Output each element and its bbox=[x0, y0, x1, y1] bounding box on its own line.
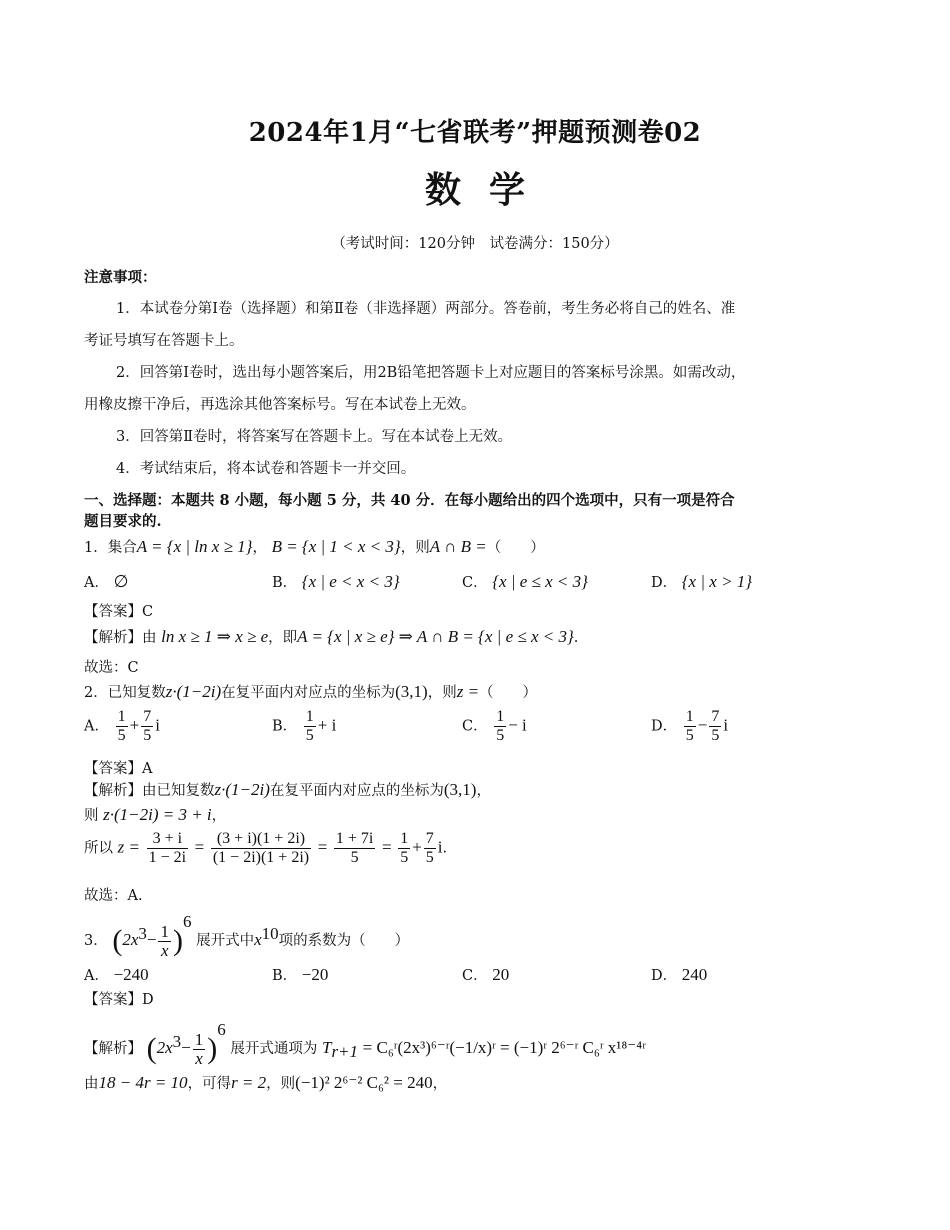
q3-line2-b: ，可得 bbox=[187, 1076, 232, 1092]
q1-stem bbox=[84, 536, 545, 557]
section-heading-line-1: 一、选择题：本题共 8 小题，每小题 5 分，共 40 分．在每小题给出的四个选项中，只有一项是符合 bbox=[84, 492, 735, 509]
note-3: 3．回答第Ⅱ卷时，将答案写在答题卡上。写在本试卷上无效。 bbox=[116, 429, 513, 445]
q2-comma: ， bbox=[211, 808, 227, 824]
minus-sign: − bbox=[181, 1038, 191, 1057]
q2-option-d-frac-1 bbox=[684, 708, 696, 745]
q1-option-b bbox=[272, 571, 400, 592]
denominator: 1 − 2i bbox=[148, 849, 187, 866]
q3-option-b-label: B． bbox=[272, 968, 298, 984]
q1-suffix: ，则 bbox=[400, 540, 430, 556]
q3-mid: 展开式中 bbox=[196, 933, 255, 949]
q3-option-c-label: C． bbox=[462, 968, 488, 984]
q1-analysis bbox=[84, 626, 578, 647]
q1-option-c bbox=[462, 571, 588, 592]
numerator: 1 bbox=[194, 1029, 204, 1049]
q1-option-c-label: C． bbox=[462, 575, 488, 591]
minus-sign: − bbox=[146, 930, 157, 949]
q3-x-exp: 10 bbox=[261, 924, 279, 944]
note-2-line-1: 2．回答第Ⅰ卷时，选出每小题答案后，用2B铅笔把答题卡上对应题目的答案标号涂黑。如需改动， bbox=[116, 365, 746, 381]
right-paren: ) bbox=[207, 1032, 218, 1065]
note-1-line-1: 1．本试卷分第Ⅰ卷（选择题）和第Ⅱ卷（非选择题）两部分。答卷前，考生务必将自己的姓名、准 bbox=[116, 301, 736, 317]
q3-line2-val: (−1)² 2⁶⁻² C₆² = 240 bbox=[295, 1073, 433, 1092]
q2-then: 则 bbox=[84, 808, 99, 824]
q3-x: x bbox=[254, 930, 262, 949]
minus-i: − i bbox=[508, 715, 527, 735]
q3-analysis-2 bbox=[84, 1072, 447, 1093]
period: . bbox=[442, 840, 448, 857]
q3-option-d-label: D． bbox=[651, 968, 678, 984]
q2-frac-1 bbox=[147, 830, 188, 867]
numerator: 1 bbox=[160, 921, 169, 941]
q1-analysis-label: 【解析】由 bbox=[84, 630, 157, 646]
q2-prefix: 2．已知复数 bbox=[84, 685, 166, 701]
q3-option-a bbox=[84, 964, 149, 985]
denominator: 5 bbox=[685, 727, 694, 744]
q2-eq1: z·(1−2i) = 3 + i bbox=[103, 805, 212, 824]
q3-stem bbox=[84, 912, 409, 960]
q3-cube: 3 bbox=[172, 1032, 182, 1052]
q3-power: 6 bbox=[182, 912, 192, 931]
q2-answer: 【答案】A bbox=[84, 761, 153, 777]
numerator: 7 bbox=[711, 708, 720, 725]
q3-frac bbox=[193, 1031, 206, 1068]
q2-frac-5 bbox=[424, 830, 436, 867]
q1-ask: A ∩ B = bbox=[429, 537, 487, 556]
q3-line2-eq: 18 − 4r = 10 bbox=[98, 1073, 188, 1092]
q3-frac bbox=[158, 923, 171, 960]
q3-analysis-label: 【解析】 bbox=[84, 1041, 142, 1057]
q2-option-a bbox=[84, 708, 160, 745]
q1-option-c-value: {x | e ≤ x < 3} bbox=[492, 572, 588, 591]
numerator: 1 bbox=[685, 708, 694, 725]
q2-analysis-2 bbox=[84, 804, 226, 825]
q1-option-d-value: {x | x > 1} bbox=[681, 572, 753, 591]
imag-unit: i bbox=[155, 715, 160, 735]
q1-set-a: A = {x | ln x ≥ 1} bbox=[136, 537, 253, 556]
q1-answer: 【答案】C bbox=[84, 604, 154, 620]
subject-title: 数学 bbox=[424, 169, 553, 211]
q2-stem bbox=[84, 681, 537, 702]
q2-frac-4 bbox=[398, 830, 410, 867]
q2-option-d-frac-2 bbox=[709, 708, 721, 745]
q3-power: 6 bbox=[217, 1020, 226, 1039]
q2-option-b-frac bbox=[304, 708, 316, 745]
denominator: 5 bbox=[711, 727, 720, 744]
q1-analysis-end: . bbox=[573, 630, 579, 646]
equals: = bbox=[194, 837, 205, 857]
q2-analysis-end: ， bbox=[476, 783, 491, 799]
numerator: 3 + i bbox=[147, 830, 188, 849]
numerator: 1 bbox=[305, 708, 314, 725]
q3-t: T bbox=[321, 1038, 332, 1057]
numerator: (3 + i)(1 + 2i) bbox=[211, 830, 311, 849]
q2-expr: z·(1−2i) bbox=[165, 682, 222, 701]
imag-unit: i bbox=[437, 837, 443, 857]
q3-general-term: = C₆ʳ(2x³)⁶⁻ʳ(−1/x)ʳ = (−1)ʳ 2⁶⁻ʳ C₆ʳ x¹⁸⁻⁴ʳ bbox=[362, 1038, 646, 1057]
denominator: 5 bbox=[400, 849, 409, 866]
q2-option-c-label: C． bbox=[462, 718, 488, 735]
q3-option-c-value: 20 bbox=[492, 965, 510, 984]
q3-line2-c: ，则 bbox=[266, 1076, 296, 1092]
left-paren: ( bbox=[112, 924, 123, 957]
note-1-line-2: 考证号填写在答题卡上。 bbox=[84, 333, 244, 349]
q3-option-a-value: −240 bbox=[113, 965, 149, 984]
q3-option-a-label: A． bbox=[84, 968, 109, 984]
q2-analysis-1 bbox=[84, 779, 491, 800]
q2-option-b-label: B． bbox=[272, 718, 298, 735]
q1-analysis-connector: ，即 bbox=[268, 630, 298, 646]
q2-option-d-label: D． bbox=[651, 718, 678, 735]
q2-ask: z = bbox=[456, 682, 480, 701]
q2-option-a-frac-1 bbox=[116, 708, 128, 745]
q3-answer: 【答案】D bbox=[84, 992, 154, 1008]
q3-suffix: 项的系数为（ ） bbox=[278, 933, 410, 949]
section-heading-line-2: 题目要求的. bbox=[84, 513, 162, 530]
numerator: 1 bbox=[117, 708, 126, 725]
q3-cube: 3 bbox=[138, 924, 147, 944]
q3-option-c bbox=[462, 964, 509, 985]
plus-sign: + bbox=[129, 715, 140, 735]
q2-paren: （ ） bbox=[479, 685, 538, 701]
q2-option-a-frac-2 bbox=[141, 708, 153, 745]
q3-analysis-1 bbox=[84, 1020, 646, 1068]
q2-analysis-text: 在复平面内对应点的坐标为 bbox=[269, 783, 444, 799]
exam-info: （考试时间：120分钟 试卷满分：150分） bbox=[331, 236, 619, 252]
left-paren: ( bbox=[146, 1032, 157, 1065]
numerator: 7 bbox=[143, 708, 152, 725]
q1-option-d bbox=[651, 571, 752, 592]
q2-option-c bbox=[462, 708, 527, 745]
right-paren: ) bbox=[172, 924, 183, 957]
plus-sign: + bbox=[412, 837, 422, 857]
q2-analysis-point: (3,1) bbox=[443, 780, 477, 799]
q2-option-a-label: A． bbox=[84, 718, 109, 735]
denominator: 5 bbox=[425, 849, 434, 866]
q3-number: 3． bbox=[84, 933, 108, 949]
q2-so: 所以 bbox=[84, 840, 113, 857]
q1-set-b: B = {x | 1 < x < 3} bbox=[271, 537, 401, 556]
q3-t-sub: r+1 bbox=[331, 1041, 359, 1061]
notes-heading: 注意事项： bbox=[84, 269, 157, 286]
q1-option-b-value: {x | e < x < 3} bbox=[301, 572, 400, 591]
q1-sep: ， bbox=[252, 540, 267, 556]
q3-option-b-value: −20 bbox=[301, 965, 329, 984]
q2-z-eq: z = bbox=[117, 837, 140, 857]
q2-option-d bbox=[651, 708, 728, 745]
q1-option-d-label: D． bbox=[651, 575, 678, 591]
q3-option-d bbox=[651, 964, 707, 985]
q2-conclusion: 故选：A. bbox=[84, 888, 143, 904]
q3-option-d-value: 240 bbox=[681, 965, 708, 984]
numerator: 1 + 7i bbox=[335, 830, 374, 847]
q2-analysis-expr: z·(1−2i) bbox=[214, 780, 270, 799]
note-4: 4．考试结束后，将本试卷和答题卡一并交回。 bbox=[116, 461, 416, 477]
numerator: 1 bbox=[496, 708, 505, 725]
q3-analysis-mid: 展开式通项为 bbox=[230, 1041, 318, 1057]
plus-i: + i bbox=[317, 715, 337, 735]
equals: = bbox=[381, 837, 392, 857]
q1-option-b-label: B． bbox=[272, 575, 298, 591]
q3-line2-end: ， bbox=[432, 1076, 448, 1092]
q1-paren: （ ） bbox=[486, 540, 545, 556]
q2-option-c-frac bbox=[494, 708, 506, 745]
denominator: 5 bbox=[350, 849, 359, 866]
q3-2x: 2x bbox=[156, 1038, 173, 1057]
q1-option-a-label: A． bbox=[84, 575, 109, 591]
page-title: 2024年1月“七省联考”押题预测卷02 bbox=[248, 118, 702, 148]
q2-frac-3 bbox=[334, 830, 375, 867]
q1-analysis-step-1: ln x ≥ 1 ⇒ x ≥ e bbox=[161, 627, 269, 646]
q2-frac-2 bbox=[211, 830, 311, 867]
denominator: (1 − 2i)(1 + 2i) bbox=[212, 849, 310, 866]
denominator: x bbox=[195, 1048, 203, 1068]
q2-mid: 在复平面内对应点的坐标为 bbox=[221, 685, 396, 701]
denominator: 5 bbox=[496, 727, 505, 744]
q2-analysis-label: 【解析】由已知复数 bbox=[84, 783, 215, 799]
q1-analysis-step-2: A = {x | x ≥ e} ⇒ A ∩ B = {x | e ≤ x < 3} bbox=[297, 627, 574, 646]
imag-unit: i bbox=[723, 715, 729, 735]
q3-2x: 2x bbox=[122, 930, 139, 949]
q1-option-a-value: ∅ bbox=[113, 572, 129, 591]
minus-sign: − bbox=[697, 715, 708, 735]
q2-analysis-3 bbox=[84, 830, 447, 867]
equals: = bbox=[317, 837, 328, 857]
denominator: 5 bbox=[143, 727, 152, 744]
q2-suffix: ，则 bbox=[427, 685, 457, 701]
q1-prefix: 1．集合 bbox=[84, 540, 137, 556]
q2-point: (3,1) bbox=[395, 682, 428, 701]
numerator: 1 bbox=[400, 830, 409, 847]
q3-line2-a: 由 bbox=[84, 1076, 99, 1092]
q3-line2-r: r = 2 bbox=[231, 1073, 267, 1092]
denominator: x bbox=[160, 940, 169, 960]
numerator: 7 bbox=[425, 830, 434, 847]
q3-option-b bbox=[272, 964, 328, 985]
q1-conclusion: 故选：C bbox=[84, 660, 139, 676]
denominator: 5 bbox=[305, 727, 314, 744]
note-2-line-2: 用橡皮擦干净后，再选涂其他答案标号。写在本试卷上无效。 bbox=[84, 397, 476, 413]
denominator: 5 bbox=[117, 727, 126, 744]
q1-option-a bbox=[84, 571, 128, 592]
q2-option-b bbox=[272, 708, 336, 745]
